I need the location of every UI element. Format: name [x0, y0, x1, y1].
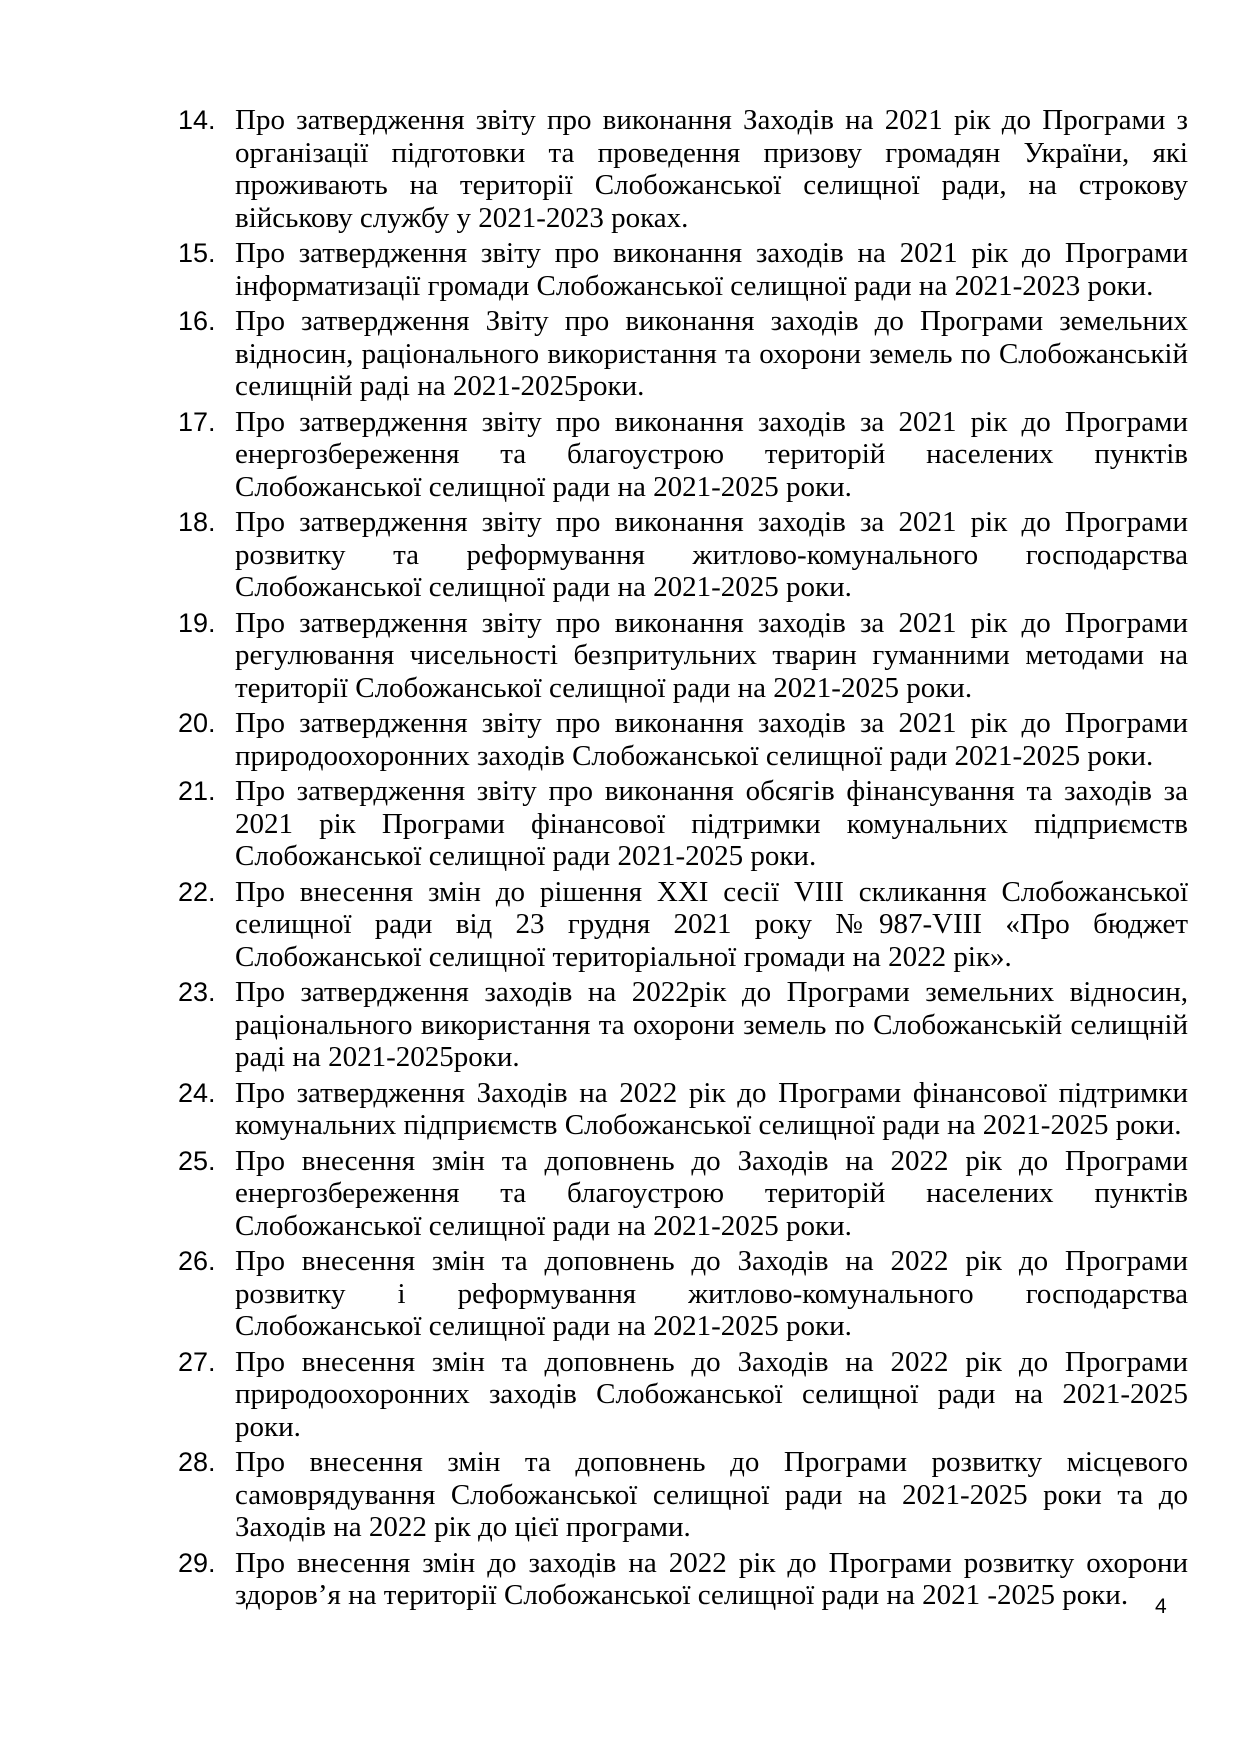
agenda-item — [178, 607, 1188, 705]
item-number: 20. — [178, 708, 216, 738]
agenda-item — [178, 406, 1188, 504]
item-text: Про внесення змін та доповнень до Програми розвитку місцевого самоврядування Слобожанської селищної ради на 2021-2025 роки та до Заходів на 2022 рік до цієї програми. — [235, 1446, 1188, 1543]
agenda-item — [178, 775, 1188, 873]
item-number: 17. — [178, 406, 216, 437]
item-number: 16. — [178, 306, 216, 336]
item-number: 25. — [178, 1145, 216, 1176]
item-text: Про внесення змін та доповнень до Заходів на 2022 рік до Програми природоохоронних заходів Слобожанської селищної ради на 2021-2025 роки. — [235, 1345, 1188, 1443]
item-number: 23. — [178, 977, 216, 1007]
item-text: Про затвердження звіту про виконання обсягів фінансування та заходів за 2021 рік Програми фінансової підтримки комунальних підприємств Слобожанської селищної ради 2021-2025 роки. — [235, 775, 1188, 872]
agenda-item — [178, 1547, 1188, 1612]
item-number: 21. — [178, 776, 216, 806]
item-number: 24. — [178, 1077, 216, 1108]
item-number: 18. — [178, 507, 216, 537]
agenda-item — [178, 1245, 1188, 1343]
item-text: Про внесення змін до заходів на 2022 рік до Програми розвитку охорони здоров’я на території Слобожанської селищної ради на 2021 -2025 роки. — [235, 1546, 1188, 1611]
agenda-item — [178, 305, 1188, 403]
agenda-item — [178, 1446, 1188, 1544]
item-text: Про затвердження звіту про виконання заходів на 2021 рік до Програми інформатизації громади Слобожанської селищної ради на 2021-2023 роки. — [235, 237, 1188, 302]
agenda-item — [178, 237, 1188, 302]
agenda-item — [178, 976, 1188, 1074]
item-text: Про внесення змін та доповнень до Заходів на 2022 рік до Програми розвитку і реформування житлово-комунального господарства Слобожанської селищної ради на 2021-2025 роки. — [235, 1245, 1188, 1342]
agenda-item — [178, 876, 1188, 974]
item-text: Про внесення змін до рішення XXI сесії VIII скликання Слобожанської селищної ради від 23 грудня 2021 року №987-VIII «Про бюджет Слобожанської селищної територіальної громади на 2022 рік». — [235, 875, 1188, 973]
item-number: 14. — [178, 105, 216, 135]
item-text: Про затвердження Заходів на 2022 рік до Програми фінансової підтримки комунальних підприємств Слобожанської селищної ради на 2021-2025 роки. — [235, 1076, 1188, 1141]
item-number: 22. — [178, 876, 216, 907]
agenda-item — [178, 707, 1188, 772]
item-text: Про затвердження звіту про виконання заходів за 2021 рік до Програми природоохоронних заходів Слобожанської селищної ради 2021-2025 роки. — [235, 707, 1188, 772]
item-text: Про затвердження Звіту про виконання заходів до Програми земельних відносин, раціонального використання та охорони земель по Слобожанській селищній раді на 2021-2025роки. — [235, 305, 1188, 402]
page-number: 4 — [1155, 1595, 1167, 1618]
item-text: Про затвердження звіту про виконання Заходів на 2021 рік до Програми з організації підготовки та проведення призову громадян України, які проживають на території Слобожанської селищної ради, на строкову військову службу у 2021-2023 роках. — [235, 104, 1188, 234]
item-number: 28. — [178, 1447, 216, 1477]
agenda-item — [178, 1346, 1188, 1444]
agenda-item — [178, 104, 1188, 234]
item-number: 27. — [178, 1346, 216, 1377]
agenda-item — [178, 506, 1188, 604]
item-number: 29. — [178, 1547, 216, 1578]
item-text: Про затвердження звіту про виконання заходів за 2021 рік до Програми розвитку та реформування житлово-комунального господарства Слобожанської селищної ради на 2021-2025 роки. — [235, 506, 1188, 603]
item-number: 26. — [178, 1246, 216, 1276]
item-text: Про затвердження звіту про виконання заходів за 2021 рік до Програми енергозбереження та благоустрою територій населених пунктів Слобожанської селищної ради на 2021-2025 роки. — [235, 405, 1188, 503]
item-text: Про затвердження заходів на 2022рік до Програми земельних відносин, раціонального використання та охорони земель по Слобожанській селищній раді на 2021-2025роки. — [235, 976, 1188, 1073]
agenda-item — [178, 1145, 1188, 1243]
agenda-item — [178, 1077, 1188, 1142]
item-text: Про внесення змін та доповнень до Заходів на 2022 рік до Програми енергозбереження та благоустрою територій населених пунктів Слобожанської селищної ради на 2021-2025 роки. — [235, 1144, 1188, 1242]
agenda-list — [178, 104, 1188, 1615]
item-number: 19. — [178, 607, 216, 638]
item-number: 15. — [178, 238, 216, 268]
item-text: Про затвердження звіту про виконання заходів за 2021 рік до Програми регулювання чисельності безпритульних тварин гуманними методами на території Слобожанської селищної ради на 2021-2025 роки. — [235, 606, 1188, 704]
